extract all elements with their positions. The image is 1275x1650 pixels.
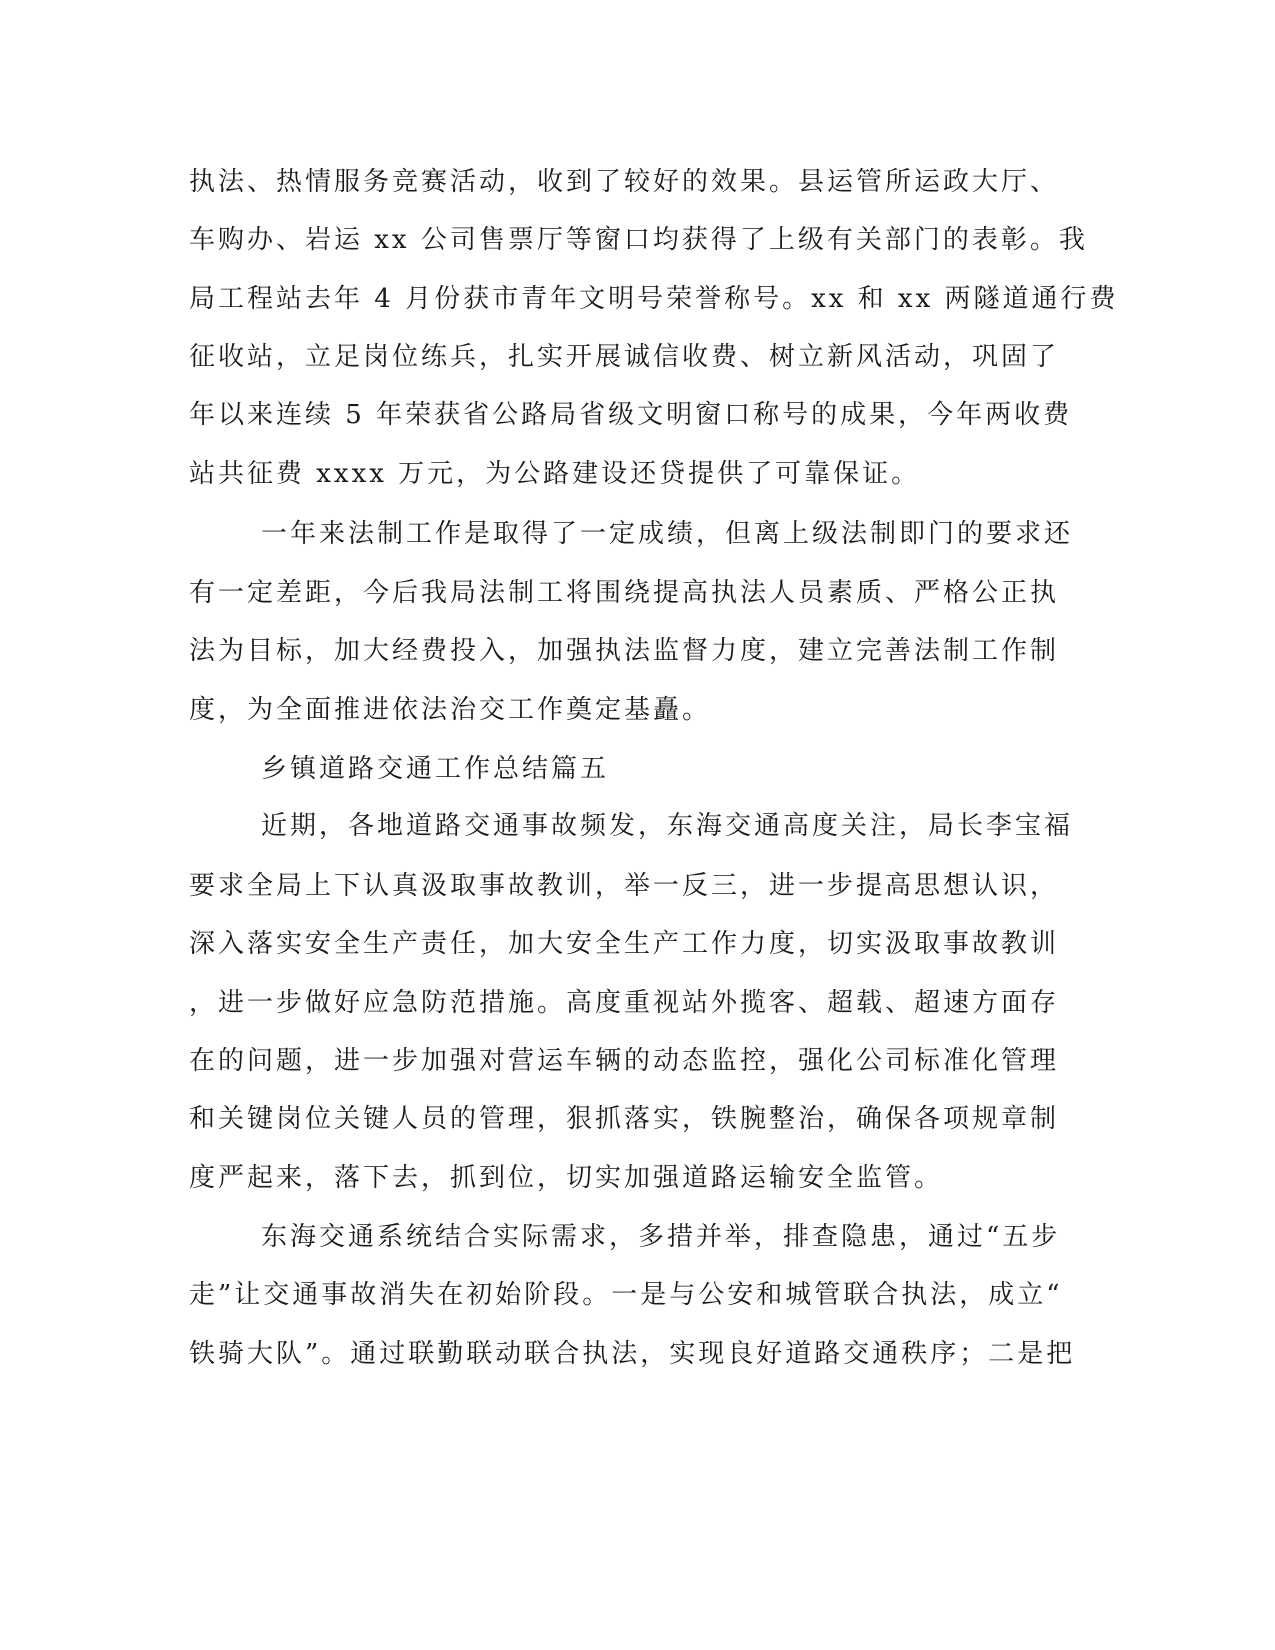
section-heading: 乡镇道路交通工作总结篇五 [261, 754, 610, 784]
text-line-14: 深入落实安全生产责任，加大安全生产工作力度，切实汲取事故教训 [189, 929, 1060, 959]
text-line-20: 走”让交通事故消失在初始阶段。一是与公安和城管联合执法，成立“ [189, 1280, 1063, 1310]
text-line-21: 铁骑大队”。通过联勤联动联合执法，实现良好道路交通秩序；二是把 [189, 1339, 1076, 1369]
text-line-16: 在的问题，进一步加强对营运车辆的动态监控，强化公司标准化管理 [189, 1046, 1060, 1076]
text-line-9: 法为目标，加大经费投入，加强执法监督力度，建立完善法制工作制 [189, 636, 1060, 666]
text-line-8: 有一定差距，今后我局法制工将围绕提高执法人员素质、严格公正执 [189, 578, 1060, 608]
text-line-1: 执法、热情服务竞赛活动，收到了较好的效果。县运管所运政大厅、 [189, 167, 1060, 197]
text-line-13: 要求全局上下认真汲取事故教训，举一反三，进一步提高思想认识， [189, 871, 1060, 901]
text-line-4: 征收站，立足岗位练兵，扎实开展诚信收费、树立新风活动，巩固了 [189, 342, 1060, 372]
text-line-2: 车购办、岩运 xx 公司售票厅等窗口均获得了上级有关部门的表彰。我 [189, 225, 1088, 255]
text-line-10: 度，为全面推进依法治交工作奠定基矗。 [189, 695, 712, 725]
text-line-5: 年以来连续 5 年荣获省公路局省级文明窗口称号的成果，今年两收费 [189, 400, 1073, 430]
text-line-15: ，进一步做好应急防范措施。高度重视站外揽客、超载、超速方面存 [189, 988, 1060, 1018]
paragraph-indent-line: 一年来法制工作是取得了一定成绩，但离上级法制即门的要求还 [261, 519, 1074, 549]
paragraph-indent-line: 东海交通系统结合实际需求，多措并举，排查隐患，通过“五步 [261, 1222, 1061, 1252]
text-line-6: 站共征费 xxxx 万元，为公路建设还贷提供了可靠保证。 [189, 459, 921, 489]
text-line-3: 局工程站去年 4 月份获市青年文明号荣誉称号。xx 和 xx 两隧道通行费 [189, 284, 1119, 314]
text-line-17: 和关键岗位关键人员的管理，狠抓落实，铁腕整治，确保各项规章制 [189, 1104, 1060, 1134]
text-line-18: 度严起来，落下去，抓到位，切实加强道路运输安全监管。 [189, 1163, 944, 1193]
paragraph-indent-line: 近期，各地道路交通事故频发，东海交通高度关注，局长李宝福 [261, 811, 1074, 841]
